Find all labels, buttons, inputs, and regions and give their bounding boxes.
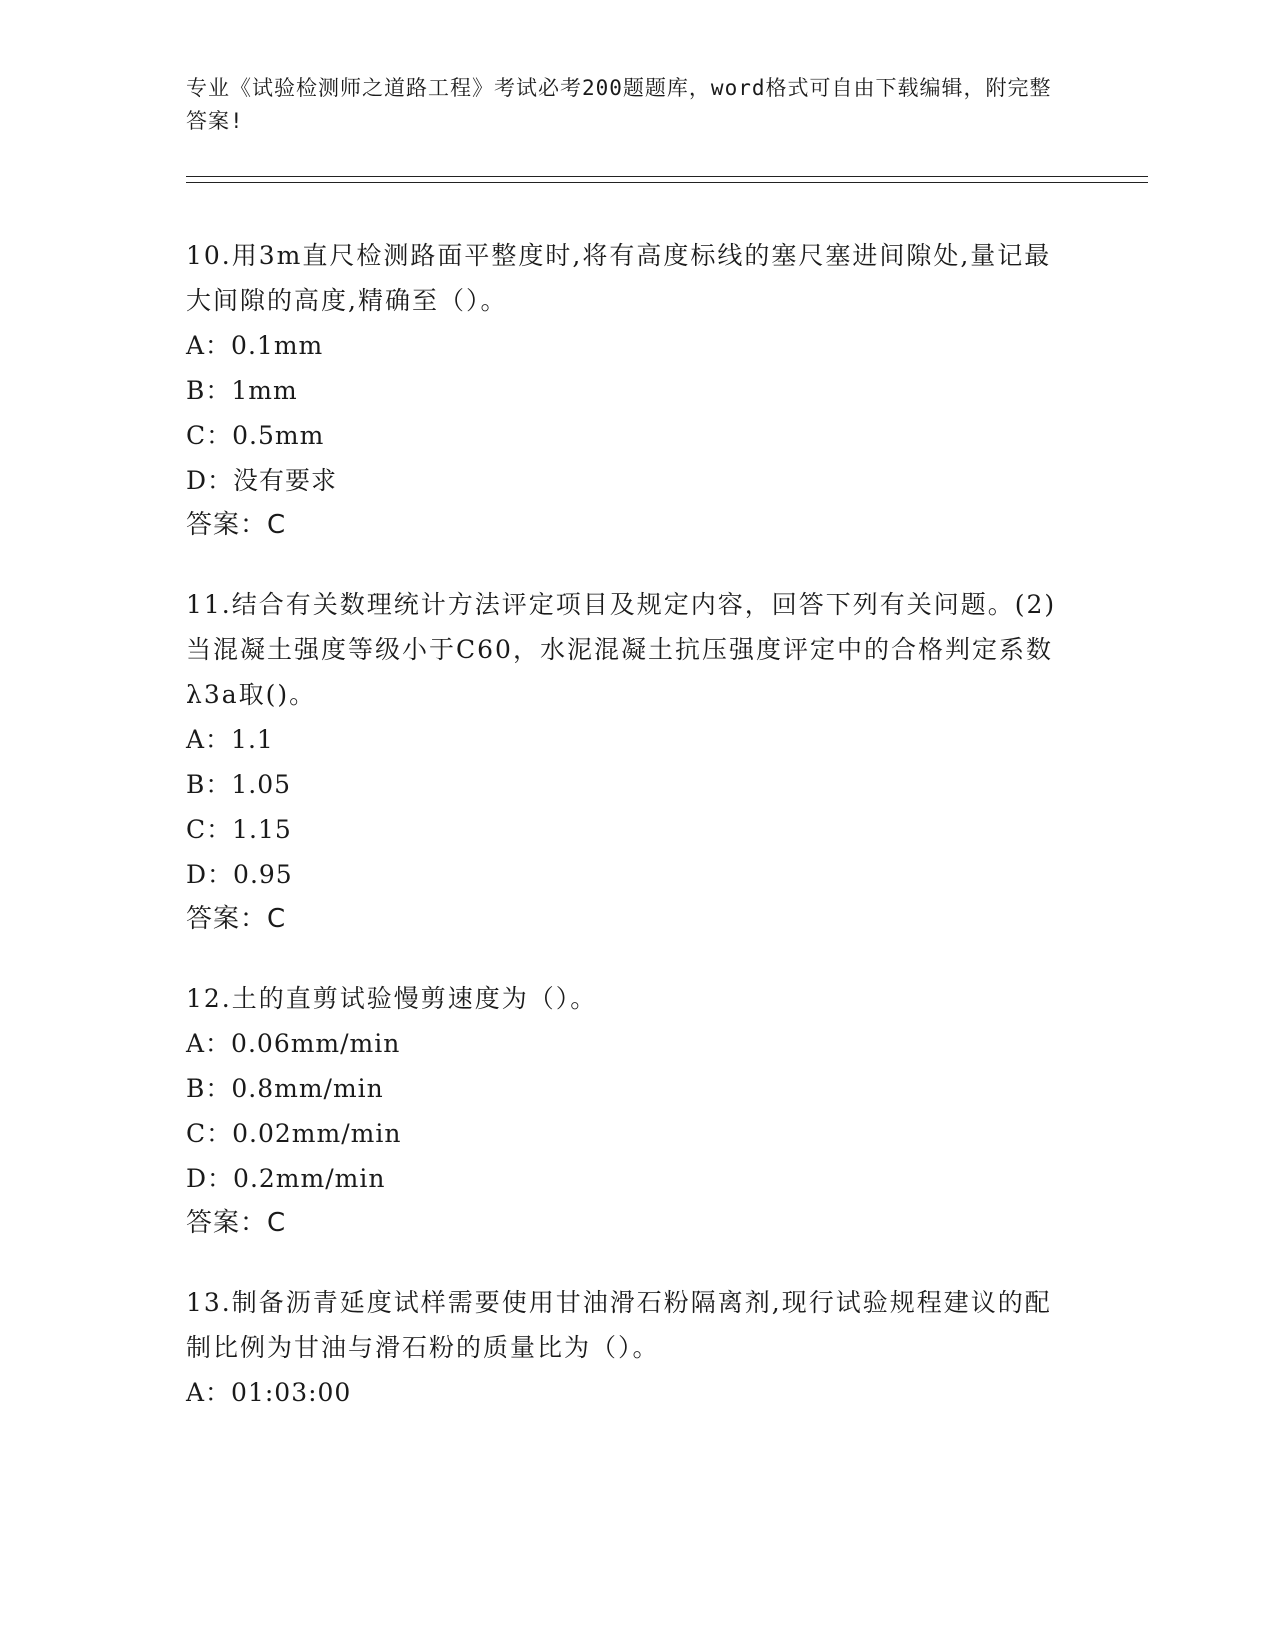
question-12 [186,976,1066,1246]
document-header: 专业《试验检测师之道路工程》考试必考200题题库，word格式可自由下载编辑，附完整答案! [186,76,1052,133]
header-divider-top [186,176,1148,177]
option-b: B：1mm [186,376,298,405]
option-d: D：没有要求 [186,466,338,495]
option-c: C：0.5mm [186,421,325,450]
option-d: D：0.95 [186,860,293,889]
question-11 [186,582,1066,942]
question-text: 11.结合有关数理统计方法评定项目及规定内容，回答下列有关问题。(2)当混凝土强度等级小于C60，水泥混凝土抗压强度评定中的合格判定系数λ3a取()。 [186,590,1057,709]
option-c: C：0.02mm/min [186,1119,402,1148]
option-b: B：0.8mm/min [186,1074,384,1103]
option-a: A：0.06mm/min [186,1029,401,1058]
header-divider-bottom [186,182,1148,183]
option-a: A：0.1mm [186,331,324,360]
option-a: A：1.1 [186,725,274,754]
question-10 [186,233,1066,548]
option-c: C：1.15 [186,815,292,844]
answer-line: 答案：C [186,510,287,540]
question-list [186,233,1066,1449]
option-d: D：0.2mm/min [186,1164,386,1193]
question-text: 13.制备沥青延度试样需要使用甘油滑石粉隔离剂,现行试验规程建议的配制比例为甘油与滑石粉的质量比为（）。 [186,1288,1052,1362]
option-a: A：01:03:00 [186,1378,352,1407]
option-b: B：1.05 [186,770,292,799]
question-13 [186,1280,1066,1415]
answer-line: 答案：C [186,904,287,934]
answer-line: 答案：C [186,1208,287,1238]
question-text: 10.用3m直尺检测路面平整度时,将有高度标线的塞尺塞进间隙处,量记最大间隙的高度,精确至（）。 [186,241,1052,315]
question-text: 12.土的直剪试验慢剪速度为（）。 [186,984,598,1013]
